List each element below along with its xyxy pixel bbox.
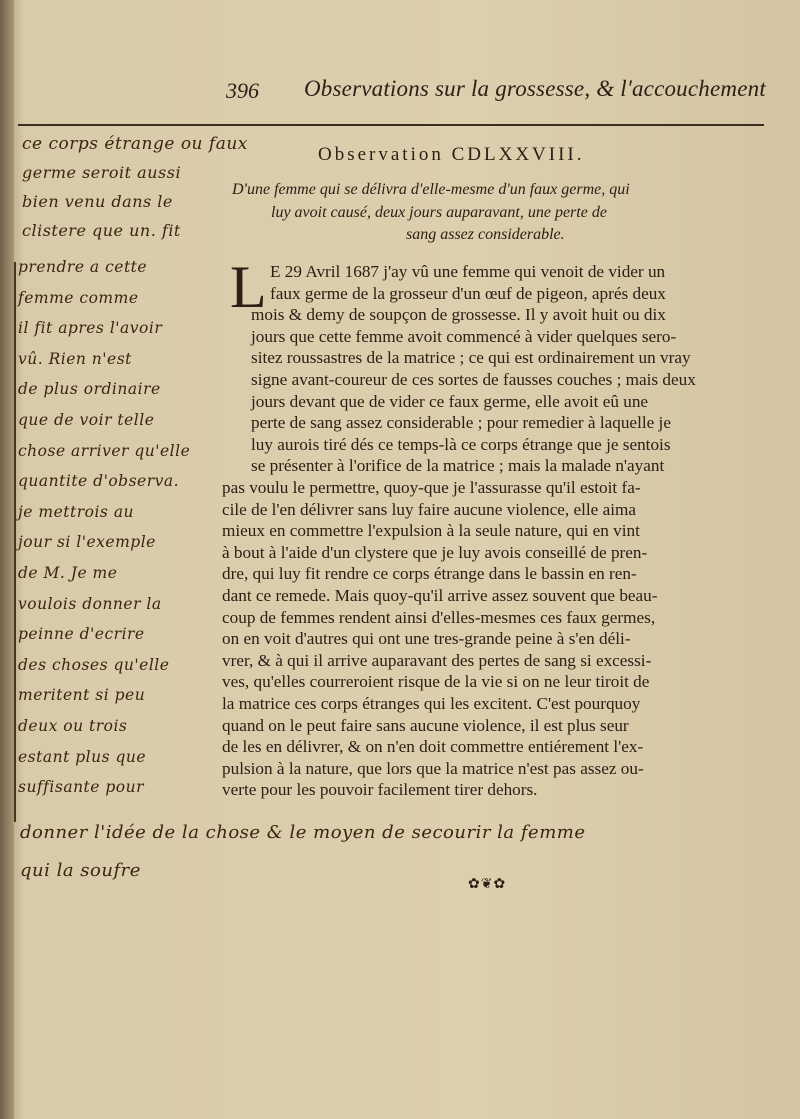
handwritten-note-line: vû. Rien n'est [18, 349, 132, 368]
body-line: la matrice ces corps étranges qui les excitent. C'est pourquoy [222, 694, 641, 713]
subtitle-line: luy avoit causé, deux jours auparavant, une perte de [271, 204, 607, 221]
body-line: on en voit d'autres qui ont une tres-grande peine à s'en déli- [222, 629, 631, 649]
body-line: ves, qu'elles courreroient risque de la vie si on ne leur tiroit de [222, 672, 650, 692]
handwritten-note-line: je mettrois au [18, 502, 135, 521]
handwritten-note-line: suffisante pour [18, 778, 145, 797]
handwritten-note-line: estant plus que [18, 747, 147, 766]
header-rule [18, 124, 764, 126]
body-line: pulsion à la nature, que lors que la matrice n'est pas assez ou- [222, 758, 644, 778]
body-line: de les en délivrer, & on n'en doit commettre entiérement l'ex- [222, 737, 644, 757]
handwritten-note-line: peinne d'ecrire [18, 625, 145, 644]
handwritten-note-line: ce corps étrange ou faux [22, 134, 248, 154]
body-line: E 29 Avril 1687 j'ay vû une femme qui venoit de vider un [270, 262, 666, 281]
body-line: jours devant que de vider ce faux germe, elle avoit eû une [251, 391, 649, 411]
handwritten-note-line: meritent si peu [18, 686, 146, 705]
body-line: à bout à l'aide d'un clystere que je luy avois conseillé de pren- [222, 542, 648, 562]
subtitle-line: sang assez considerable. [406, 226, 565, 243]
handwritten-note-line: que de voir telle [18, 411, 155, 429]
body-line: dant ce remede. Mais quoy-qu'il arrive assez souvent que beau- [222, 586, 658, 605]
handwritten-note-line: quantite d'observa. [18, 472, 180, 491]
body-line: vrer, & à qui il arrive auparavant des pertes de sang si excessi- [222, 650, 652, 670]
body-line: quand on le peut faire sans aucune violence, il est plus seur [222, 715, 629, 735]
body-line: cile de l'en délivrer sans luy faire aucune violence, elle aima [222, 499, 636, 519]
body-line: faux germe de la grosseur d'un œuf de pigeon, aprés deux [270, 283, 666, 303]
handwritten-note-line: de M. Je me [18, 564, 118, 582]
handwritten-note-line: clistere que un. fit [22, 221, 181, 240]
drop-cap: L [230, 254, 267, 320]
subtitle-line: D'une femme qui se délivra d'elle-mesme d'un faux germe, qui [232, 181, 630, 198]
handwritten-note-line: germe seroit aussi [22, 163, 182, 182]
observation-heading: Observation CDLXXVIII. [318, 144, 585, 165]
book-spine [0, 0, 14, 1119]
running-title: Observations sur la grossesse, & l'accouchement [304, 76, 766, 101]
handwritten-note-line: deux ou trois [18, 717, 128, 735]
handwritten-note-line: chose arriver qu'elle [18, 441, 191, 460]
body-line: jours que cette femme avoit commencé à vider quelques sero- [251, 326, 677, 346]
handwritten-note-line: qui la soufre [20, 860, 141, 881]
handwritten-note-line: jour si l'exemple [18, 533, 156, 552]
body-line: verte pour les pouvoir facilement tirer dehors. [222, 780, 538, 800]
page-number: 396 [226, 78, 259, 103]
body-line: perte de sang assez considerable ; pour remedier à laquelle je [251, 413, 671, 433]
body-line: mieux en commettre l'expulsion à la seule nature, qui en vint [222, 521, 640, 541]
handwritten-note-line: femme comme [18, 288, 139, 307]
handwritten-note-line: donner l'idée de la chose & le moyen de secourir la femme [20, 822, 586, 843]
handwritten-note-line: bien venu dans le [22, 192, 173, 211]
body-line: sitez roussastres de la matrice ; ce qui est ordinairement un vray [251, 348, 691, 368]
margin-bracket-line [14, 262, 16, 822]
handwritten-note-line: voulois donner la [18, 594, 162, 613]
body-line: se présenter à l'orifice de la matrice ; mais la malade n'ayant [251, 456, 665, 476]
body-line: signe avant-coureur de ces sortes de fausses couches ; mais deux [251, 370, 696, 389]
body-line: pas voulu le permettre, quoy-que je l'assurasse qu'il estoit fa- [222, 478, 641, 497]
body-line: dre, qui luy fit rendre ce corps étrange dans le bassin en ren- [222, 564, 637, 584]
handwritten-note-line: des choses qu'elle [18, 655, 170, 674]
body-line: luy aurois tiré dés ce temps-là ce corps étrange que je sentois [251, 434, 671, 454]
body-line: mois & demy de soupçon de grossesse. Il y avoit huit ou dix [251, 305, 666, 325]
body-line: coup de femmes rendent ainsi d'elles-mesmes ces faux germes, [222, 607, 656, 627]
handwritten-note-line: de plus ordinaire [18, 380, 161, 399]
handwritten-note-line: prendre a cette [18, 258, 148, 276]
handwritten-note-line: il fit apres l'avoir [18, 319, 163, 338]
ornament-icon: ✿❦✿ [468, 877, 507, 892]
page-header [0, 76, 800, 106]
